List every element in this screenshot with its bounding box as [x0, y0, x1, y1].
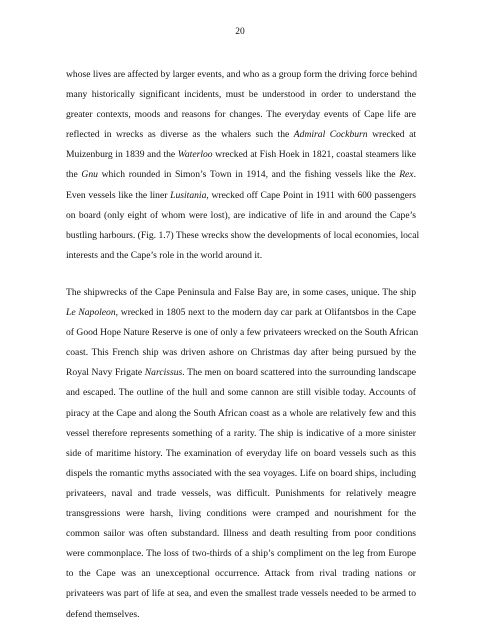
text-line: side of maritime history. The examination of everyday life on board vessels such as this	[66, 447, 416, 459]
text-line: and escaped. The outline of the hull and some cannon are still visible today. Accounts of	[66, 387, 416, 399]
text-line: vessel therefore represents something of a rarity. The ship is indicative of a more sinister	[66, 427, 416, 439]
text-line: whose lives are affected by larger events, and who as a group form the driving force behind	[66, 69, 418, 80]
text-line: Le Napoleon, wrecked in 1805 next to the modern day car park at Olifantsbos in the Cape	[66, 307, 416, 319]
text-line: of Good Hope Nature Reserve is one of only a few privateers wrecked on the South African	[66, 327, 419, 339]
text-line: coast. This French ship was driven ashore on Christmas day after being pursued by the	[66, 347, 416, 359]
text-line: Royal Navy Frigate Narcissus. The men on board scattered into the surrounding landscape	[66, 367, 416, 379]
text-line: common sailor was often substandard. Illness and death resulting from poor conditions	[66, 528, 416, 540]
text-line: were commonplace. The loss of two-thirds of a ship’s compliment on the leg from Europe	[66, 548, 416, 560]
text-line: dispels the romantic myths associated with the sea voyages. Life on board ships, including	[66, 467, 416, 479]
text-line: bustling harbours. (Fig. 1.7) These wrecks show the developments of local economies, local	[66, 229, 420, 241]
text-line: defend themselves.	[66, 608, 140, 620]
text-line: many historically significant incidents, must be understood in order to understand the	[66, 89, 416, 101]
text-line: privateers, naval and trade vessels, was difficult. Punishments for relatively meagre	[66, 487, 416, 499]
text-line: interests and the Cape’s role in the world around it.	[66, 249, 263, 261]
text-line: The shipwrecks of the Cape Peninsula and False Bay are, in some cases, unique. The ship	[66, 287, 416, 298]
text-line: to the Cape was an unexceptional occurrence. Attack from rival trading nations or	[66, 568, 416, 580]
text-line: on board (only eight of whom were lost), are indicative of life in and around the Cape’s	[66, 209, 416, 221]
paragraph-1	[66, 65, 420, 266]
text-line: Muizenburg in 1839 and the Waterloo wrecked at Fish Hoek in 1821, coastal steamers like	[66, 149, 416, 161]
text-line: greater contexts, moods and reasons for changes. The everyday events of Cape life are	[66, 109, 416, 121]
text-line: transgressions were harsh, living conditions were cramped and nourishment for the	[66, 508, 416, 520]
text-line: piracy at the Cape and along the South African coast as a whole are relatively few and this	[66, 407, 416, 419]
page-number: 20	[235, 27, 245, 37]
paragraph-2	[66, 283, 419, 625]
text-line: reflected in wrecks as diverse as the whalers such the Admiral Cockburn wrecked at	[66, 129, 417, 141]
text-line: privateers was part of life at sea, and even the smallest trade vessels needed to be armed to	[66, 588, 416, 600]
text-line: Even vessels like the liner Lusitania, wrecked off Cape Point in 1911 with 600 passengers	[66, 189, 416, 201]
text-line: the Gnu which rounded in Simon’s Town in 1914, and the fishing vessels like the Rex.	[66, 169, 416, 181]
